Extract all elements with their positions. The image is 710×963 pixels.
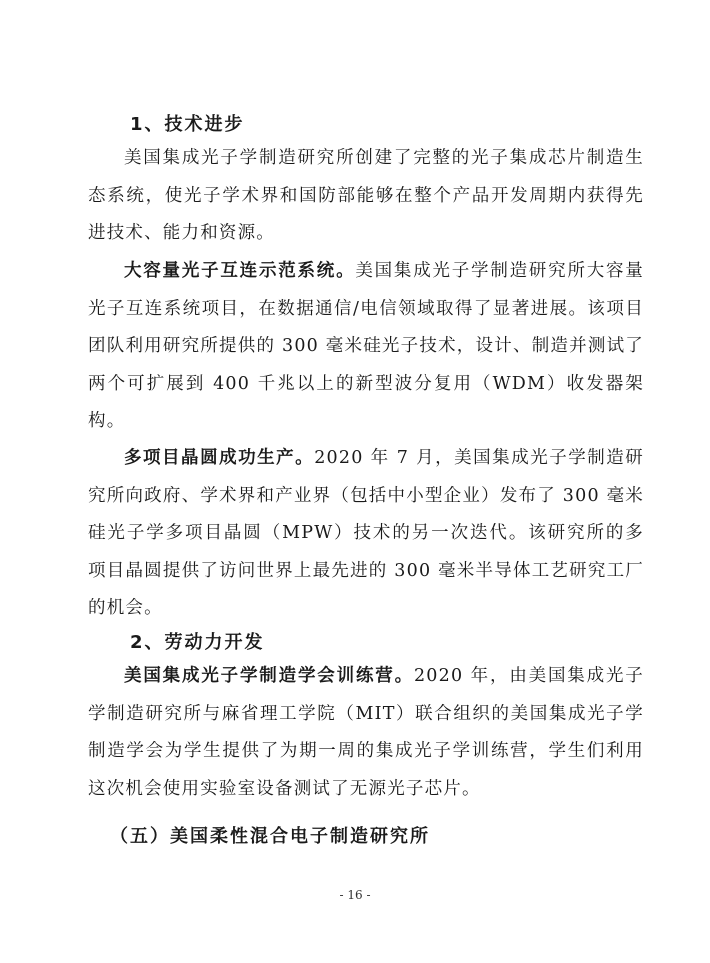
paragraph-lead-title: 美国集成光子学制造学会训练营。 [124,666,414,686]
page-number: - 16 - [339,888,371,902]
heading-technical-progress: 1、技术进步 [130,114,245,135]
paragraph-body: 美国集成光子学制造研究所大容量光子互连系统项目，在数据通信/电信领域取得了显著进展。该项目团队利用研究所提供的 300 毫米硅光子技术，设计、制造并测试了两个可扩展到 400 千兆以上的新型波分复用（WDM）收发器架构。 [88,261,645,431]
paragraph-intro: 美国集成光子学制造研究所创建了完整的光子集成芯片制造生态系统，使光子学术界和国防部能够在整个产品开发周期内获得先进技术、能力和资源。 [88,148,644,243]
paragraph-lead-title: 大容量光子互连示范系统。 [124,261,356,281]
paragraph-body: 2020 年，由美国集成光子学制造研究所与麻省理工学院（MIT）联合组织的美国集成光子学制造学会为学生提供了为期一周的集成光子学训练营，学生们利用这次机会使用实验室设备测试了无源光子芯片。 [88,666,644,799]
paragraph-mpw-production [88,440,644,628]
section-title-flexible-hybrid-electronics: （五）美国柔性混合电子制造研究所 [110,826,430,847]
heading-workforce-development: 2、劳动力开发 [130,632,265,653]
paragraph-body: 2020 年 7 月，美国集成光子学制造研究所向政府、学术界和产业界（包括中小型企业）发布了 300 毫米硅光子学多项目晶圆（MPW）技术的另一次迭代。该研究所的多项目晶圆提供了访问世界上最先进的 300 毫米半导体工艺研究工厂的机会。 [88,448,645,618]
paragraph-high-capacity-interconnect [88,253,644,441]
paragraph-bootcamp [88,658,644,808]
paragraph-lead-title: 多项目晶圆成功生产。 [124,448,315,468]
